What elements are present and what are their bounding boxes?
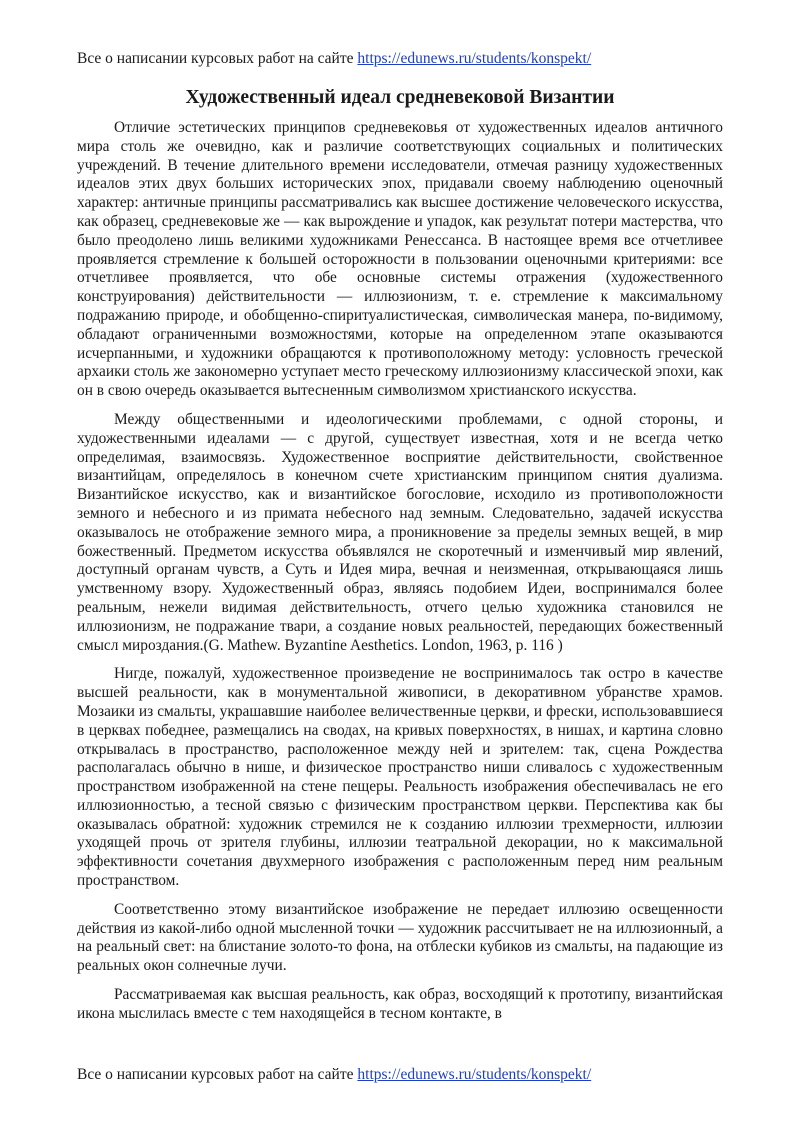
- paragraph: Нигде, пожалуй, художественное произведение не воспринималось так остро в качестве высшей реальности, как в монументальной живописи, в декоративном убранстве храмов. Мозаики из смальты, украшавшие наиболее величественные церкви, и фрески, использовавшиеся в церквах победнее, размещались на сводах, на кривых поверхностях, в нишах, и картина словно открывалась в пространство, расположенное между ней и зрителем: так, сцена Рождества располагалась обычно в нише, и физическое пространство ниши сливалось с художественным пространством изображенной на стене пещеры. Реальность изображения обеспечивалась не его иллюзионностью, а тесной связью с физическим пространством церкви. Перспектива как бы оказывалась обратной: художник стремился не к созданию иллюзии трехмерности, иллюзии уходящей прочь от зрителя глубины, иллюзии театральной декорации, но к максимальной эффективности сочетания двухмерного изображения с расположенным перед ним реальным пространством.: [77, 665, 723, 890]
- header-text: Все о написании курсовых работ на сайте: [77, 50, 354, 67]
- header-link[interactable]: https://edunews.ru/students/konspekt/: [357, 50, 592, 67]
- document-body: [77, 119, 723, 1034]
- paragraph: Соответственно этому византийское изображение не передает иллюзию освещенности действия из какой-либо одной мысленной точки — художник рассчитывает не на иллюзионный, а на реальный свет: на блистание золото-то фона, на отблески кубиков из смальты, на падающие из реальных окон солнечные лучи.: [77, 900, 723, 975]
- footer-link[interactable]: https://edunews.ru/students/konspekt/: [357, 1066, 592, 1083]
- page-footer: [77, 1066, 591, 1084]
- footer-text: Все о написании курсовых работ на сайте: [77, 1066, 354, 1083]
- page-header: [77, 50, 591, 68]
- paragraph: Отличие эстетических принципов средневековья от художественных идеалов античного мира столь же очевидно, как и различие соответствующих социальных и политических учреждений. В течение длительного времени исследователи, отмечая разницу художественных идеалов этих двух больших исторических эпох, придавали своему наблюдению оценочный характер: античные принципы рассматривались как высшее достижение человеческого искусства, как образец, средневековые же — как вырождение и упадок, как результат потери мастерства, что было преодолено лишь великими художниками Ренессанса. В настоящее время все отчетливее проявляется стремление к большей осторожности в пользовании оценочными критериями: все отчетливее проявляется, что обе основные системы отражения (художественного конструирования) действительности — иллюзионизм, т. е. стремление к максимальному подражанию природе, и обобщенно-спиритуалистическая, символическая манера, по-видимому, обладают ограниченными возможностями, которые на определенном этапе оказываются исчерпанными, и художники обращаются к противоположному методу: условность греческой архаики столь же закономерно уступает место греческому иллюзионизму классической эпохи, как он в свою очередь оказывается вытесненным символизмом христианского искусства.: [77, 119, 723, 400]
- document-title: Художественный идеал средневековой Византии: [185, 87, 615, 108]
- paragraph: Между общественными и идеологическими проблемами, с одной стороны, и художественными идеалами — с другой, существует известная, хотя и не всегда четко определимая, взаимосвязь. Художественное восприятие действительности, свойственное византийцам, определялось в конечном счете христианским принципом снятия дуализма. Византийское искусство, как и византийское богословие, исходило из противоположности земного и небесного и из примата небесного над земным. Следовательно, задачей искусства оказывалось не отображение земного мира, а проникновение за пределы земных вещей, в мир божественный. Предметом искусства объявлялся не скоротечный и изменчивый мир явлений, доступный органам чувств, а Суть и Идея мира, вечная и неизменная, открывающаяся лишь умственному взору. Художественный образ, являясь подобием Идеи, воспринимался более реальным, нежели видимая действительность, отчего целью художника становился не иллюзионизм, не подражание твари, а создание новых реальностей, передающих божественный смысл мироздания.(G. Mathew. Byzantine Aesthetics. London, 1963, p. 116 ): [77, 410, 723, 654]
- paragraph: Рассматриваемая как высшая реальность, как образ, восходящий к прототипу, византийская икона мыслилась вместе с тем находящейся в тесном контакте, в: [77, 986, 723, 1022]
